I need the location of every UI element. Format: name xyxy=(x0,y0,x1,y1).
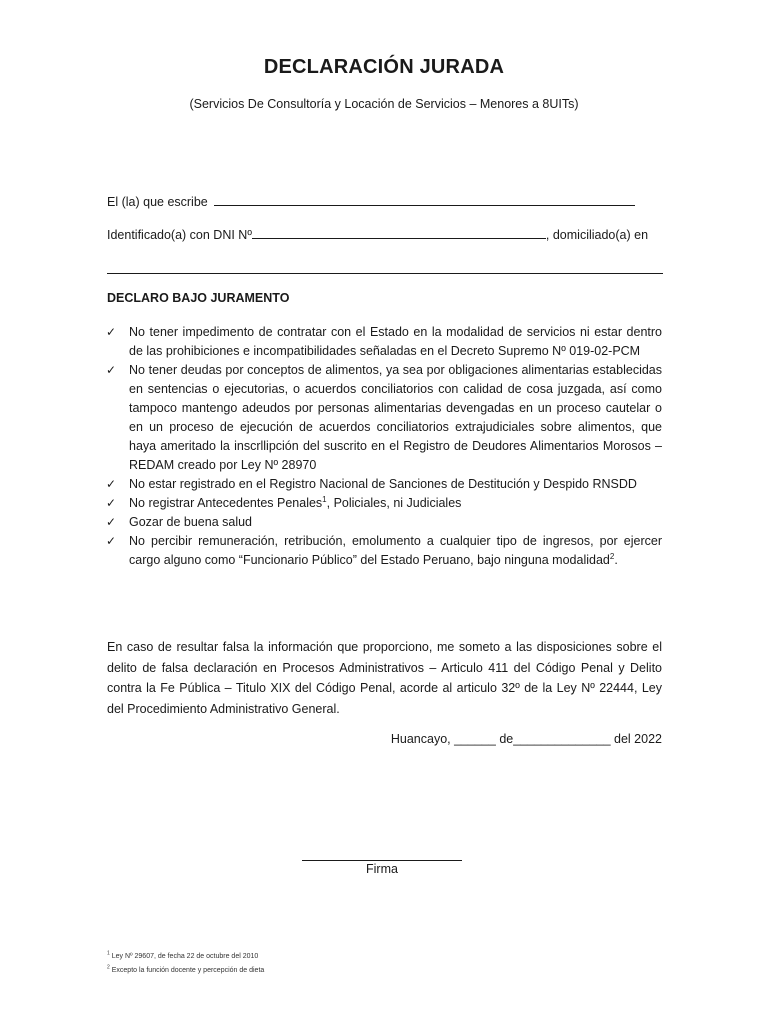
date-line xyxy=(391,732,662,746)
date-year: del 2022 xyxy=(614,732,662,746)
list-item xyxy=(106,532,662,570)
list-item xyxy=(106,323,662,361)
domicile-label: , domiciliado(a) en xyxy=(545,228,649,242)
domicile-blank-line xyxy=(107,273,663,274)
writer-blank-line xyxy=(214,193,635,206)
signature-line xyxy=(302,860,462,861)
checkmark-icon: ✓ xyxy=(106,515,117,529)
footnote-2 xyxy=(107,964,265,974)
item-text-after: , Policiales, ni Judiciales xyxy=(326,496,462,510)
item-text: No tener impedimento de contratar con el Estado en la modalidad de servicios ni estar dentro de las prohibiciones e incompatibilidades señaladas en el Decreto Supremo Nº 019-02-PCM xyxy=(129,325,662,358)
checkmark-icon: ✓ xyxy=(106,477,117,491)
checkmark-icon: ✓ xyxy=(106,496,117,510)
item-text-after: . xyxy=(614,553,618,567)
checkmark-icon: ✓ xyxy=(106,534,117,548)
item-text: Gozar de buena salud xyxy=(129,515,253,529)
date-month-blank: ______________ xyxy=(513,732,611,746)
item-text: No registrar Antecedentes Penales xyxy=(129,496,323,510)
item-text: No percibir remuneración, retribución, emolumento a cualquier tipo de ingresos, por ejercer cargo alguno como “Funcionario Público” del Estado Peruano, bajo ninguna modalidad xyxy=(129,534,662,567)
dni-field-row xyxy=(107,226,648,242)
closing-paragraph: En caso de resultar falsa la información que proporciono, me someto a las disposiciones sobre el delito de falsa declaración en Procesos Administrativos – Articulo 411 del Código Penal y Delito contra la Fe Pública – Titulo XIX del Código Penal, acorde al articulo 32º de la Ley Nº 22444, Ley del Procedimiento Administrativo General. xyxy=(107,640,662,716)
list-item xyxy=(106,361,662,475)
footnote-ref: 1 xyxy=(322,494,327,504)
list-item xyxy=(106,475,662,494)
date-de: de xyxy=(499,732,514,746)
footnote-ref: 2 xyxy=(609,551,615,561)
date-day-blank: ______ xyxy=(454,732,496,746)
list-item xyxy=(106,513,662,532)
footnote-text: Excepto la función docente y percepción de dieta xyxy=(111,967,265,974)
item-text: No tener deudas por conceptos de alimentos, ya sea por obligaciones alimentarias establecidas en sentencias o ejecutorias, o acuerdos conciliatorios con calidad de cosa juzgada, así como tampoco mantengo adeudos por personas alimentarias devengadas en un proceso cautelar o en un proceso de ejecución de acuerdos conciliatorios extrajudiciales sobre alimentos, que haya ameritado la inscrllipción del suscrito en el Registro de Deudores Alimentarios Morosos – REDAM creado por Ley Nº 28970 xyxy=(129,363,662,472)
writer-label: El (la) que escribe xyxy=(107,195,208,209)
list-item xyxy=(106,494,662,513)
checkmark-icon: ✓ xyxy=(106,325,117,339)
document-subtitle: (Servicios De Consultoría y Locación de Servicios – Menores a 8UITs) xyxy=(189,97,579,111)
checkmark-icon: ✓ xyxy=(106,363,117,377)
declaration-heading: DECLARO BAJO JURAMENTO xyxy=(107,291,290,305)
footnote-1 xyxy=(107,950,259,960)
signature-label: Firma xyxy=(366,862,398,876)
dni-label: Identificado(a) con DNI Nº xyxy=(107,228,252,242)
item-text: No estar registrado en el Registro Nacional de Sanciones de Destitución y Despido RNSDD xyxy=(129,477,637,491)
footnote-text: Ley Nº 29607, de fecha 22 de octubre del 2010 xyxy=(111,953,259,960)
footnote-mark: 2 xyxy=(107,964,110,971)
writer-field-row xyxy=(107,193,635,209)
declaration-list xyxy=(106,323,662,570)
document-title: DECLARACIÓN JURADA xyxy=(263,56,505,78)
footnote-mark: 1 xyxy=(107,950,110,957)
dni-blank-line xyxy=(252,226,546,239)
date-city: Huancayo, xyxy=(390,732,451,746)
